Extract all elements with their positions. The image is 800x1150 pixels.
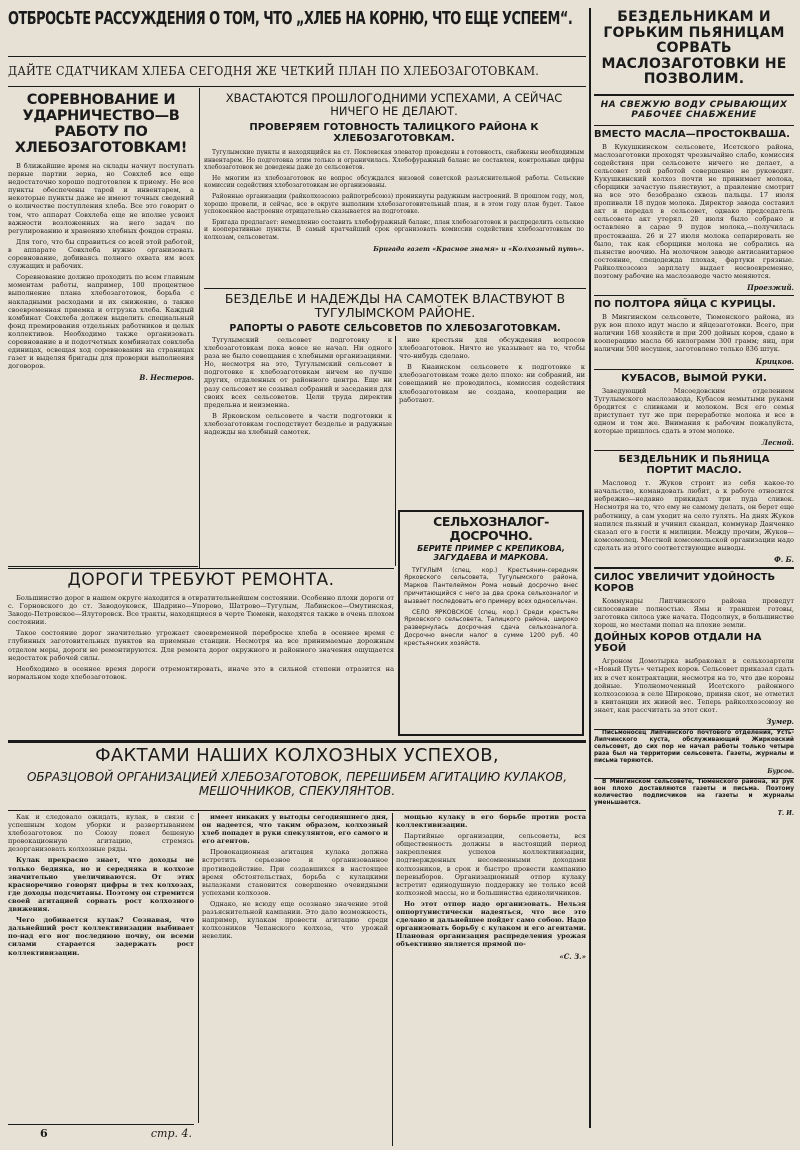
right-article-text: Агроном Домотырка выбраковал в сельхозартели «Новый Путь» четырех коров. Сельсовет приказал сдать их в счет контрактации, несмотря на то, что две коровы дойные. Уполномоченный Исетского районного колхозсоюза в селе Широково, приняв скот, не отметил в квитанции их живой вес. Теперь райколхозсоюзу не знает, как рассчитать за этот скот. — [594, 657, 794, 714]
box-paragraph: СЕЛО ЯРКОВСКОЕ (спец. кор.) Среди крестьян Ярковского сельсовета, Талицкого района, широко развернулась досрочная сдача сельхозналога. Досрочно внесли налог в сумме 1200 руб. 40 крестьянских хозяйств. — [404, 608, 578, 647]
column-rule — [198, 813, 199, 1123]
center-top-article — [204, 90, 584, 286]
bottom-signature: «С. З.» — [559, 951, 586, 961]
bottom-paragraph: Но этот отпор надо организовать. Нельзя оппортунистически надеяться, что все это сделано и дальнейшее пойдет само собою. Надо организовать борьбу с кулаком и его агентами. Плановая организация распределения урожая объективно является прямой по- — [396, 899, 586, 949]
left-article-paragraph: Для того, что бы справиться со всей этой работой, в аппарате Совхлеба нужно организовать соревнование, добиваясь полного охвата им всех служащих и рабочих. — [8, 237, 194, 271]
center-top-paragraph: Тугулымские пункты и находящийся на ст. Поклевская элеватор проведены в готовность, снабжены необходимым инвентарем. Но подготовка этим только и ограничилась. Хлебофуражный баланс не составлен, контрольные цифры хлебозаготовок не доведены даже до сельсоветов. — [204, 149, 584, 172]
center-mid-paragraph: ние крестьян для обсуждения вопросов хлебозаготовок. Ничто не указывает на то, чтобы что-нибудь сделано. — [399, 336, 585, 361]
page-label: стр. 4. — [150, 1127, 192, 1140]
divider — [594, 125, 794, 126]
center-mid-header — [204, 292, 586, 332]
divider — [8, 568, 394, 569]
bottom-paragraph: мощью кулаку в его борьбе против роста коллективизации. — [396, 813, 586, 830]
column-rule — [395, 336, 396, 566]
right-article-signature: Зумер. — [766, 717, 794, 726]
bottom-col1 — [8, 813, 194, 1123]
column-rule — [589, 8, 591, 1128]
right-article-signature: Проезжий. — [747, 283, 794, 293]
box-subheadline: БЕРИТЕ ПРИМЕР С КРЕПИКОВА, ЗАГУДАЕВА И МАРКОВА. — [417, 544, 565, 562]
center-top-paragraph: Районные организации (райколхозсоюз райпотребсоюз) проникнуты радужным настроений. В прошлом году, мол, хорошо провели, и сейчас, все в округе выполним хлебозаготовительный план, и в этом году план будет. Такое успокоенное настроение отрицательно сказывается на подготовке. — [204, 192, 584, 216]
center-mid-paragraph: Тугулымский сельсовет подготовку к хлебозаготовкам пока вовсе не начал. Ни одного раза не было совещания с хлебными организациями. Но, несмотря на это, Тугулымский сельсовет в подготовке к хлебозаготовкам ничем не лучше других, отдаленных от районного центра. Еще ни разу сельсовет не созывал собраний и заседания для своих всех сельсоветов. Цели труда директив предельна и неизменна. — [204, 336, 392, 409]
center-mid-headline: БЕЗДЕЛЬЕ И НАДЕЖДЫ НА САМОТЕК ВЛАСТВУЮТ В ТУГУЛЫМСКОМ РАЙОНЕ. — [224, 292, 566, 320]
left-article-signature: В. Нестеров. — [139, 373, 194, 383]
divider — [8, 810, 586, 811]
right-article-title: ВМЕСТО МАСЛА—ПРОСТОКВАША. — [594, 128, 790, 140]
center-top-headline: ХВАСТАЮТСЯ ПРОШЛОГОДНИМИ УСПЕХАМИ, А СЕЙЧАС НИЧЕГО НЕ ДЕЛАЮТ. — [225, 91, 563, 118]
left-article-paragraph: В ближайшие время на склады начнут поступать первые партии зерна, но Совхлеб все еще недостаточно хорошо подготовлен к приему. Не все пункты обеспечены тарой и инвентарем, а некоторые пункты даже не имеют точных сведений о количестве поступления хлеба. Все это говорит о том, что аппарат Совхлеба еще не вполне усвоил важности возложенных на него задач по регулированию и хранению хлебных фондов страны. — [8, 162, 194, 235]
right-article-text: Коммунары Липчинского района проведут силосование полностью. Ямы и траншеи готовы, заготовка силоса уже начата. Подсолнух, в большинстве хорош, но местами попал на плохие земли. — [594, 596, 794, 630]
box-paragraph: ТУГУЛЫМ (спец. кор.) Крестьянин-середняк Ярковского сельсовета, Тугулымского района, Марков Пантелеймон Рома новый досрочно внес причитающийся с него за два срока сельхозналог и вызвает последовать его примеру всех односельчан. — [404, 566, 578, 605]
right-article-signature: Крицков. — [755, 356, 794, 366]
bottom-paragraph: Партийные организации, сельсоветы, вся общественность должны в настоящий период закрепления успехов коллективизации, подтвержденных несомненными доходами колхозников, в срок и быстро провести кампанию перевыборов. Организационный отпор кулаку встретит единодушную поддержку не только всей колхозной массы, но и большинства единоличников. — [396, 832, 586, 897]
top-subheadline: ДАЙТЕ СДАТЧИКАМ ХЛЕБА СЕГОДНЯ ЖЕ ЧЕТКИЙ ПЛАН ПО ХЛЕБОЗАГОТОВКАМ. — [8, 63, 540, 78]
right-article-title: ПО ПОЛТОРА ЯЙЦА С КУРИЦЫ. — [594, 299, 776, 311]
roads-paragraph: Такое состояние дорог значительно угрожает своевременной переброске хлеба в осеннее время с глубинных заготовительных пунктов на приемные станции. Несмотря на все принимаемые дорожным отделом меры, дороги не ремонтируются. Для ремонта дорог окружного и районного значения ощущается недостаток рабочей силы. — [8, 629, 394, 662]
left-article — [8, 90, 194, 564]
right-note-text: Письмоносец Липчинского почтового отделения, Усть-Липчинского куста, обслуживающий Жирковский сельсовет, до сих пор не начал работы только четыре раза был на территории сельсовета. Газеты, журналы и письма теряются. — [594, 730, 794, 764]
divider — [8, 740, 586, 743]
page-number: 6 — [40, 1127, 48, 1140]
left-article-headline: СОРЕВНОВАНИЕ И УДАРНИЧЕСТВО—В РАБОТУ ПО ХЛЕБОЗАГОТОВКАМ! — [14, 92, 188, 156]
right-subheadline: НА СВЕЖУЮ ВОДУ СРЫВАЮЩИХ РАБОЧЕЕ СНАБЖЕНИЕ — [600, 99, 788, 120]
bottom-paragraph: Провокационная агитация кулака должна встретить серьезное и организованное противодействие. При создавшихся в настоящее время обстоятельствах, борьба с кулацкими вылазками становится совершенно очевидными успехами колхозов. — [202, 848, 388, 897]
bottom-headline: ФАКТАМИ НАШИХ КОЛХОЗНЫХ УСПЕХОВ, — [95, 746, 499, 766]
right-article-text: Заведующий Мясоедовским отделением Тугулымского маслозавода, Кубасов немытыми руками бродится с сливками и молоком. Вся его семья приступает тут же при переработке молока и все в одном и том же. Внимания к рабочим пожалуйста, которые пришлось сдать в этом молоке. — [594, 386, 794, 436]
column-rule — [392, 813, 393, 1146]
center-mid-col1 — [204, 336, 392, 564]
divider — [594, 567, 794, 569]
center-mid-col2 — [399, 336, 585, 504]
right-column — [594, 8, 794, 1148]
right-article-text: Масловод т. Жуков строит из себя какое-то начальство, командовать любит, а к работе относится небрежно—недавно прикидал три пуда сливок. Несмотря на то, что ему не самому делать, он берет еще работницу, а сам уходит на село гулять. На днях Жуков напился пьяный и учинил скандал, коммунар Данченко сказал его в гости к милиции. Между прочим, Жуков—комсомолец. Местной комсомольской организации надо сделать из этого соответствующие выводы. — [594, 479, 794, 552]
top-headline: ОТБРОСЬТЕ РАССУЖДЕНИЯ О ТОМ, ЧТО „ХЛЕБ НА КОРНЮ, ЧТО ЕЩЕ УСПЕЕМ“. — [8, 9, 573, 29]
right-note-signature: Т. И. — [777, 810, 794, 817]
right-article-signature: Лесной. — [761, 438, 794, 448]
selkhoznalog-box — [398, 510, 584, 736]
center-top-signature: Бригада газет «Красное знамя» и «Колхозный путь». — [373, 244, 584, 253]
left-article-paragraph: Соревнование должно проходить по всем главным моментам работы, например, 100 процентное выполнение плана хлебозаготовок, борьба с накладными расходами и их снижение, а также своевременная приемка и отгрузка хлеба. Каждый комбинат Совхлеба должен выделить специальный фонд премирования отдельных работников и целых коллективов. Необходимо также организовать соревнование в и подотчетных комбинатах совхлеба единицах, освещая ход соревнования на страницах газет и выделяя бригады для проверки выполнения договоров. — [8, 273, 194, 371]
bottom-paragraph: имеет никаких у вытоды сегодняшнего дня, он надеется, что таким образом, колхозный хлеб попадет в руки спекулянтов, его самого и его агентов. — [202, 813, 388, 846]
bottom-col3 — [396, 813, 586, 1146]
divider — [8, 56, 586, 57]
divider — [594, 295, 794, 296]
column-rule — [199, 88, 200, 568]
bottom-banner — [8, 746, 586, 808]
right-article-title: СИЛОС УВЕЛИЧИТ УДОЙНОСТЬ КОРОВ — [594, 571, 776, 594]
divider — [594, 450, 794, 451]
bottom-paragraph: Как и следовало ожидать, кулак, в связи с успешным ходом уборки и развертыванием хлебозаготовок по Союзу повел бешеную провокационную агитацию, стремясь дезорганизовать колхозные ряды. — [8, 813, 194, 854]
divider — [204, 288, 586, 289]
divider — [594, 94, 794, 96]
center-top-paragraph: Не многим из хлебозаготовок не вопрос обсуждался низовой советской разъяснительной работы. Сельские комиссии содействия хлебозаготовкам не организованы. — [204, 174, 584, 190]
roads-paragraph: Большинство дорог в нашем округе находится в отвратительнейшем состоянии. Особенно плохи дороги от с. Горновского до ст. Заводоуковск, Шадрино—Упорово, Шатрово—Тугулым, Лабинское—Омутинская, Заводо-Петровское—Ялуторовск. Все тракты, находящиеся в черте Тюмени, находятся также в очень плохом состоянии. — [8, 594, 394, 627]
top-banner — [8, 8, 586, 48]
divider — [8, 566, 198, 567]
box-headline: СЕЛЬХОЗНАЛОГ-ДОСРОЧНО. — [433, 514, 549, 543]
right-headline: БЕЗДЕЛЬНИКАМ И ГОРЬКИМ ПЬЯНИЦАМ СОРВАТЬ МАСЛОЗАГОТОВКИ НЕ ПОЗВОЛИМ. — [601, 9, 787, 87]
top-subheadline-wrap — [8, 62, 586, 84]
roads-article — [8, 571, 394, 737]
roads-paragraph: Необходимо в осеннее время дороги отремонтировать, иначе это в сильной степени отразится на нормальном ходе хлебозаготовок. — [8, 664, 394, 681]
center-mid-paragraph: В Ярковском сельсовете в части подготовки к хлебозаготовкам господствует безделье и радужные надежды на хлебный самотек. — [204, 411, 392, 437]
divider — [8, 1124, 194, 1125]
bottom-paragraph: Однако, не всюду еще осознано значение этой разъяснительной кампании. Это дало возможность, например, кулакам провести агитацию среди колхозников Чепанского колхоза, что урожай невелик. — [202, 899, 388, 941]
right-article-title: КУБАСОВ, ВЫМОЙ РУКИ. — [621, 372, 767, 384]
bottom-paragraph: Кулак прекрасно знает, что доходы не только бедняка, но и середняка в колхозе значительно увеличиваются. От этих красноречиво говорят цифры в тех колхозах, где доходы подсчитаны. Поэтому он стремится своей агитацией сорвать рост колхозного движения. — [8, 856, 194, 914]
divider — [8, 86, 586, 87]
right-note-signature: Бурсов. — [767, 768, 794, 775]
right-note-text: В Мингинском сельсовете, Тюменского района, из рук вон плохо доставляются газеты и письма. Поэтому количество подписчиков на газеты и журналы уменьшается. — [594, 779, 794, 806]
right-article-signature: Ф. Б. — [774, 554, 794, 564]
right-article-title: БЕЗДЕЛЬНИК И ПЬЯНИЦА ПОРТИТ МАСЛО. — [618, 454, 770, 477]
right-article-text: В Мингинском сельсовете, Тюменского района, из рук вон плохо идут масло и яйцезаготовки. Всего, при наличии 168 хозяйств и при 200 дойных коров, сдано в кооперацию масла 66 килограмм 300 грамм; яиц, при наличии 500 несушек, заготовлено только 836 штук. — [594, 313, 794, 354]
bottom-paragraph: Чего добивается кулак? Сознавая, что дальнейший рост коллективизации выбивает по-над его ног последнюю почву, он всеми силами старается задержать рост коллективизации. — [8, 916, 194, 957]
bottom-col2 — [202, 813, 388, 1146]
divider — [594, 369, 794, 370]
center-top-paragraph: Бригада предлагает: немедленно составить хлебофуражный баланс, план хлебозаготовок и распределить сельские и кооперативные пункты. В самый кратчайший срок организовать комиссии содействия хлебозаготовкам по колхозам, сельсоветам. — [204, 218, 584, 241]
bottom-subheadline: ОБРАЗЦОВОЙ ОРГАНИЗАЦИЕЙ ХЛЕБОЗАГОТОВОК, ПЕРЕШИБЕМ АГИТАЦИЮ КУЛАКОВ, МЕШОЧНИКОВ, СПЕКУЛЯНТОВ. — [26, 770, 568, 798]
right-article-title: ДОЙНЫХ КОРОВ ОТДАЛИ НА УБОЙ — [594, 632, 762, 655]
center-mid-subheadline: РАПОРТЫ О РАБОТЕ СЕЛЬСОВЕТОВ ПО ХЛЕБОЗАГОТОВКАМ. — [229, 323, 561, 332]
right-article-text: В Кукушкинском сельсовете, Исетского района, маслозаготовки проходят чрезвычайно слабо, комиссия содействия при сельсовете ничего не делает, а сельсовет этой работой совершенно не руководит. Кукушкинский колхоз почти не принимает молока, сборщики зачастую пьянствуют, а правление смотрит на все это безобразно сквозь пальцы. 17 июля пропивали 18 пудов молока. Директор завода составил акт и передал в сельсовет, однако председатель сельсовета акт утерял. 20 июля было собрано и оставлено в сарае 9 пудов молока,—получилась простокваша. 26 и 27 июля молока сепарировать не было, так как сборщики молока не собрались на пьянстве воочию. На молочном заводе антисанитарное состояние, спецодежда плохая, фартуки грязные. Райколхозсоюз зарплату выдает несвоевременно, поэтому рабочие на маслозаводе часто меняются. — [594, 142, 794, 280]
center-mid-paragraph: В Кнаинском сельсовете к подготовке к хлебозаготовкам тоже дело плохо: ни собраний, ни совещаний не проводилось, комиссия содействия хлебозаготовкам не создана, кооперации не работают. — [399, 363, 585, 404]
center-top-subheadline: ПРОВЕРЯЕМ ГОТОВНОСТЬ ТАЛИЦКОГО РАЙОНА К ХЛЕБОЗАГОТОВКАМ. — [249, 122, 539, 144]
roads-headline: ДОРОГИ ТРЕБУЮТ РЕМОНТА. — [67, 571, 335, 590]
